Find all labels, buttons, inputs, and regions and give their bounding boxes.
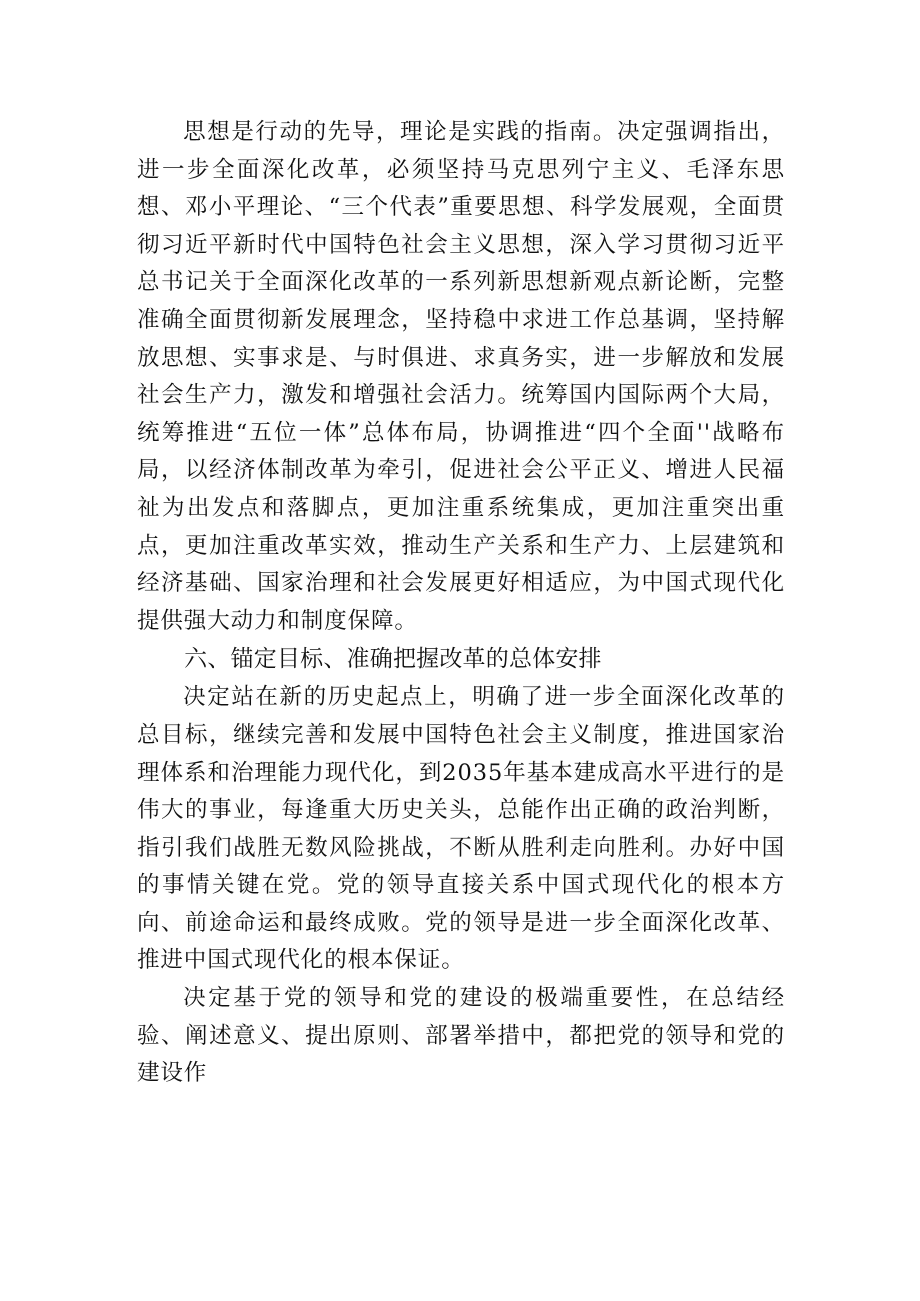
- document-body: [137, 114, 785, 1093]
- section-heading: 六、锚定目标、准确把握改革的总体安排: [184, 646, 602, 673]
- body-paragraph: 决定站在新的历史起点上，明确了进一步全面深化改革的总目标，继续完善和发展中国特色社会主义制度，推进国家治理体系和治理能力现代化，到2035年基本建成高水平进行的是伟大的事业，每逢重大历史关头，总能作出正确的政治判断，指引我们战胜无数风险挑战，不断从胜利走向胜利。办好中国的事情关键在党。党的领导直接关系中国式现代化的根本方向、前途命运和最终成败。党的领导是进一步全面深化改革、推进中国式现代化的根本保证。: [137, 684, 785, 974]
- body-paragraph: 思想是行动的先导，理论是实践的指南。决定强调指出，进一步全面深化改革，必须坚持马克思列宁主义、毛泽东思想、邓小平理论、“三个代表”重要思想、科学发展观，全面贯彻习近平新时代中国特色社会主义思想，深入学习贯彻习近平总书记关于全面深化改革的一系列新思想新观点新论断，完整准确全面贯彻新发展理念，坚持稳中求进工作总基调，坚持解放思想、实事求是、与时俱进、求真务实，进一步解放和发展社会生产力，激发和增强社会活力。统筹国内国际两个大局，统筹推进“五位一体”总体布局，协调推进“四个全面''战略布局，以经济体制改革为牵引，促进社会公平正义、增进人民福祉为出发点和落脚点，更加注重系统集成，更加注重突出重点，更加注重改革实效，推动生产关系和生产力、上层建筑和经济基础、国家治理和社会发展更好相适应，为中国式现代化提供强大动力和制度保障。: [137, 119, 785, 634]
- body-paragraph: 决定基于党的领导和党的建设的极端重要性，在总结经验、阐述意义、提出原则、部署举措中，都把党的领导和党的建设作: [137, 985, 785, 1087]
